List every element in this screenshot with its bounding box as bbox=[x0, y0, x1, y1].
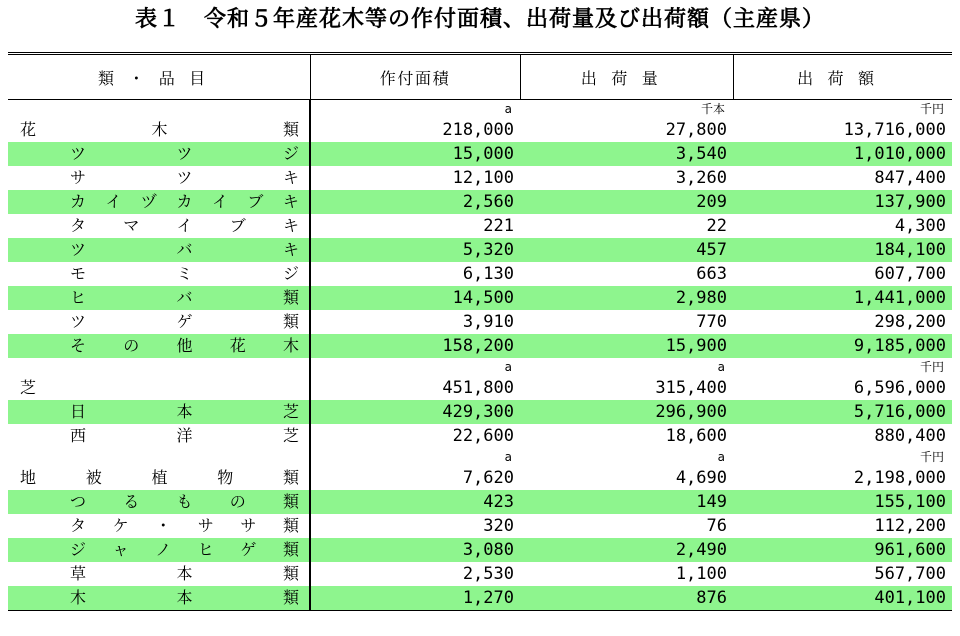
area-cell: 22,600 bbox=[310, 424, 520, 448]
quantity-cell: 149 bbox=[520, 490, 733, 514]
item-row bbox=[8, 310, 952, 334]
item-name bbox=[8, 538, 310, 562]
unit-blank bbox=[8, 448, 310, 466]
area-cell: 3,910 bbox=[310, 310, 520, 334]
unit-row bbox=[8, 358, 952, 376]
item-name bbox=[8, 190, 310, 214]
unit-value: 千円 bbox=[919, 102, 944, 116]
quantity-cell: 1,100 bbox=[675, 564, 727, 584]
row-label: 木 本 類 bbox=[70, 588, 299, 607]
header-quantity: 出荷量 bbox=[520, 54, 733, 100]
unit-value: 千円 bbox=[919, 450, 944, 464]
item-row bbox=[8, 514, 952, 538]
category-total-row bbox=[8, 118, 952, 142]
area-cell: 221 bbox=[310, 214, 520, 238]
value-cell: 1,441,000 bbox=[733, 286, 952, 310]
quantity-cell: 457 bbox=[520, 238, 733, 262]
item-row bbox=[8, 334, 952, 358]
table-title: 表１ 令和５年産花木等の作付面積、出荷量及び出荷額（主産県） bbox=[134, 7, 825, 32]
table-body bbox=[8, 100, 952, 611]
area-cell: 218,000 bbox=[310, 118, 520, 142]
item-row bbox=[8, 400, 952, 424]
quantity-cell: 876 bbox=[520, 586, 733, 611]
quantity-cell: 3,260 bbox=[675, 168, 727, 188]
item-name bbox=[8, 142, 310, 166]
quantity-cell: 296,900 bbox=[520, 400, 733, 424]
quantity-cell: 22 bbox=[706, 216, 727, 236]
area-cell: 429,300 bbox=[310, 400, 520, 424]
header-value: 出荷額 bbox=[733, 54, 952, 100]
item-row bbox=[8, 166, 952, 190]
category-total-row bbox=[8, 376, 952, 400]
item-row bbox=[8, 142, 952, 166]
value-cell: 9,185,000 bbox=[733, 334, 952, 358]
unit-area: a bbox=[310, 448, 520, 466]
area-cell: 5,320 bbox=[310, 238, 520, 262]
row-label: タ ケ ・ サ サ 類 bbox=[70, 516, 299, 535]
unit-quantity: a bbox=[717, 450, 725, 464]
area-cell: 423 bbox=[310, 490, 520, 514]
unit-row bbox=[8, 100, 952, 119]
area-cell: 2,530 bbox=[310, 562, 520, 586]
value-cell: 4,300 bbox=[894, 216, 946, 236]
row-label: ジ ャ ノ ヒ ゲ 類 bbox=[70, 540, 299, 559]
row-label: ツ ゲ 類 bbox=[70, 312, 299, 331]
area-cell: 15,000 bbox=[310, 142, 520, 166]
item-row bbox=[8, 190, 952, 214]
row-label: ヒ バ 類 bbox=[70, 288, 299, 307]
quantity-cell: 27,800 bbox=[665, 120, 727, 140]
unit-blank bbox=[8, 100, 310, 119]
item-row bbox=[8, 262, 952, 286]
area-cell: 14,500 bbox=[310, 286, 520, 310]
row-label: カ イ ヅ カ イ ブ キ bbox=[70, 192, 299, 211]
quantity-cell: 770 bbox=[696, 312, 727, 332]
value-cell: 847,400 bbox=[874, 168, 946, 188]
item-name bbox=[8, 586, 310, 611]
value-cell: 607,700 bbox=[874, 264, 946, 284]
row-label: 日 本 芝 bbox=[70, 402, 299, 421]
value-cell: 155,100 bbox=[733, 490, 952, 514]
row-label: タ マ イ ブ キ bbox=[70, 216, 299, 235]
row-label: モ ミ ジ bbox=[70, 264, 299, 283]
quantity-cell: 4,690 bbox=[675, 468, 727, 488]
quantity-cell: 3,540 bbox=[520, 142, 733, 166]
area-cell: 7,620 bbox=[310, 466, 520, 490]
value-cell: 5,716,000 bbox=[733, 400, 952, 424]
value-cell: 401,100 bbox=[733, 586, 952, 611]
area-cell: 451,800 bbox=[310, 376, 520, 400]
quantity-cell: 18,600 bbox=[665, 426, 727, 446]
item-name bbox=[8, 562, 310, 586]
item-row bbox=[8, 286, 952, 310]
unit-blank bbox=[8, 358, 310, 376]
item-name bbox=[8, 166, 310, 190]
row-label: ツ ツ ジ bbox=[70, 144, 299, 163]
quantity-cell: 2,490 bbox=[520, 538, 733, 562]
category-name bbox=[8, 466, 310, 490]
area-cell: 12,100 bbox=[310, 166, 520, 190]
unit-row bbox=[8, 448, 952, 466]
value-cell: 880,400 bbox=[874, 426, 946, 446]
row-label: ツ バ キ bbox=[70, 240, 299, 259]
value-cell: 137,900 bbox=[733, 190, 952, 214]
row-label: 草 本 類 bbox=[70, 564, 299, 583]
value-cell: 567,700 bbox=[874, 564, 946, 584]
item-name bbox=[8, 514, 310, 538]
item-row bbox=[8, 424, 952, 448]
item-name bbox=[8, 286, 310, 310]
unit-quantity: a bbox=[717, 360, 725, 374]
item-name bbox=[8, 262, 310, 286]
area-cell: 320 bbox=[310, 514, 520, 538]
unit-area: a bbox=[310, 358, 520, 376]
category-name bbox=[8, 118, 310, 142]
flower-tree-table bbox=[8, 52, 952, 611]
item-row bbox=[8, 538, 952, 562]
category-name bbox=[8, 376, 310, 400]
item-name bbox=[8, 490, 310, 514]
quantity-cell: 15,900 bbox=[520, 334, 733, 358]
row-label: サ ツ キ bbox=[70, 168, 299, 187]
value-cell: 961,600 bbox=[733, 538, 952, 562]
unit-quantity: 千本 bbox=[700, 102, 725, 116]
item-row bbox=[8, 586, 952, 611]
header-row bbox=[8, 54, 952, 100]
area-cell: 6,130 bbox=[310, 262, 520, 286]
item-name bbox=[8, 334, 310, 358]
quantity-cell: 76 bbox=[706, 516, 727, 536]
quantity-cell: 315,400 bbox=[655, 378, 727, 398]
value-cell: 13,716,000 bbox=[843, 120, 946, 140]
value-cell: 6,596,000 bbox=[853, 378, 946, 398]
area-cell: 158,200 bbox=[310, 334, 520, 358]
item-name bbox=[8, 400, 310, 424]
row-label: そ の 他 花 木 bbox=[70, 336, 299, 355]
item-row bbox=[8, 214, 952, 238]
item-name bbox=[8, 424, 310, 448]
area-cell: 3,080 bbox=[310, 538, 520, 562]
value-cell: 298,200 bbox=[874, 312, 946, 332]
row-label: 地 被 植 物 類 bbox=[20, 468, 299, 487]
unit-area: a bbox=[310, 100, 520, 119]
value-cell: 112,200 bbox=[874, 516, 946, 536]
row-label: つ る も の 類 bbox=[70, 492, 299, 511]
item-row bbox=[8, 238, 952, 262]
value-cell: 184,100 bbox=[733, 238, 952, 262]
category-total-row bbox=[8, 466, 952, 490]
item-row bbox=[8, 490, 952, 514]
item-name bbox=[8, 310, 310, 334]
row-label: 花 木 類 bbox=[20, 120, 299, 139]
row-label: 西 洋 芝 bbox=[70, 426, 299, 445]
value-cell: 1,010,000 bbox=[733, 142, 952, 166]
value-cell: 2,198,000 bbox=[853, 468, 946, 488]
area-cell: 1,270 bbox=[310, 586, 520, 611]
area-cell: 2,560 bbox=[310, 190, 520, 214]
item-row bbox=[8, 562, 952, 586]
item-name bbox=[8, 214, 310, 238]
row-label: 芝 bbox=[20, 378, 37, 397]
item-name bbox=[8, 238, 310, 262]
quantity-cell: 2,980 bbox=[520, 286, 733, 310]
header-area: 作付面積 bbox=[310, 54, 520, 100]
quantity-cell: 663 bbox=[696, 264, 727, 284]
quantity-cell: 209 bbox=[520, 190, 733, 214]
header-category: 類・品目 bbox=[97, 68, 220, 88]
unit-value: 千円 bbox=[919, 360, 944, 374]
